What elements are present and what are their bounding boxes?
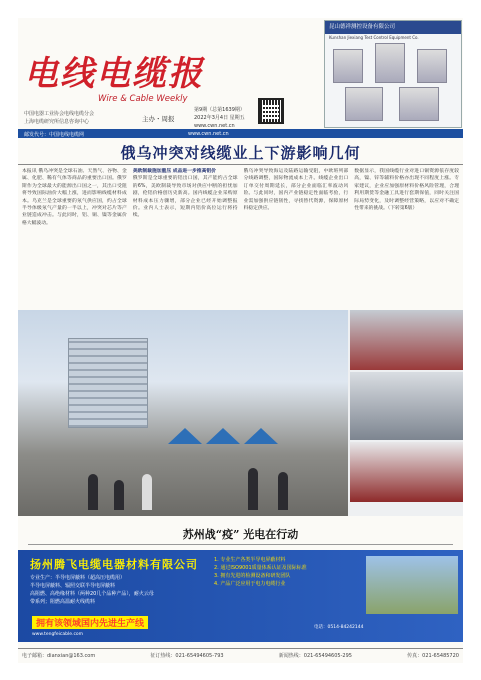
product-image bbox=[417, 49, 447, 83]
footer-email[interactable]: 电子邮箱：dianxian@163.com bbox=[22, 653, 96, 659]
article-column bbox=[354, 168, 459, 308]
product-image bbox=[375, 43, 405, 83]
info-bar bbox=[18, 129, 463, 138]
bottom-ad-slogan: 拥有该领域国内先进生产线 bbox=[32, 616, 148, 629]
column-subheading: 美欧制裁施加重压 成品进一步推高铝价 bbox=[132, 169, 216, 174]
photo-caption: 苏州战“疫” 光电在行动 bbox=[182, 528, 299, 541]
publisher-line: 上海电缆研究所信息咨询中心 bbox=[24, 119, 90, 125]
factory-image bbox=[366, 556, 458, 614]
person-figure bbox=[278, 472, 288, 510]
footer-subscription-phone: 征订热线：021-65494605-793 bbox=[150, 653, 224, 659]
column-text: 俄乌冲突导致海运及陆路运输受阻，中欧班列部分线路调整，国际物流成本上升。线缆企业出口订单交付周期延长，部分企业面临汇率波动风险。与此同时，国内产业链稳定性面临考验，行业需加强供应链韧性，寻找替代资源，保障原材料稳定供应。 bbox=[243, 169, 349, 212]
qr-code-icon bbox=[258, 98, 284, 124]
column-text: 俄罗斯是全球重要的铝出口国，其产能约占全球的6%，美欧制裁导致市场对供应中断的担忧加剧，伦铝价格创历史新高。国内线缆企业采购原材料成本压力骤增，部分企业已经开始调整报价。业内人士表示，短期内铝价高位运行将持续。 bbox=[132, 176, 238, 219]
top-ad-company: 昆山德祥测控设备有限公司 bbox=[325, 21, 461, 34]
sponsor-label: 主办・周报 bbox=[142, 115, 175, 123]
photo-team-banner bbox=[350, 310, 463, 370]
issue-line: 2022年3月4日 星期五 bbox=[194, 115, 245, 121]
masthead-title-en: Wire & Cable Weekly bbox=[98, 94, 188, 104]
info-bar-right: www.cwn.net.cn bbox=[188, 131, 229, 137]
issue-line: 第9期（总第1639期） bbox=[194, 107, 245, 113]
product-line: 专业生产：半导电屏蔽料（超高压电缆用） bbox=[30, 575, 126, 581]
product-image bbox=[333, 49, 363, 83]
building-image bbox=[68, 338, 148, 428]
person-figure bbox=[88, 474, 98, 510]
column-text: 数据显示，我国线缆行业对进口铜资源依存度较高，镍、锌等辅料价格亦出现不同程度上涨。专家建议，企业应加强原材料价格风险管理，合理利用期货等金融工具进行套期保值，同时关注国际局势变化，及时调整经营策略，以应对不确定性带来的挑战。（下转第6版） bbox=[354, 169, 459, 212]
product-line: 带系列；阻燃高温耐火线缆料 bbox=[30, 599, 96, 605]
bottom-ad-url[interactable]: www.tengfeicable.com bbox=[32, 632, 84, 637]
headline: 俄乌冲突对线缆业上下游影响几何 bbox=[120, 144, 361, 162]
footer-news-phone: 新闻热线：021-65494605-295 bbox=[278, 653, 352, 659]
article-column bbox=[22, 168, 127, 308]
footer-fax: 传真：021-65485720 bbox=[407, 653, 459, 659]
website[interactable]: www.cwn.net.cn bbox=[194, 123, 235, 129]
product-line: 高阻燃、高绝缘材料（两种20几个品种产品），耐火云母 bbox=[30, 591, 154, 597]
feature-line: 1. 专业生产各类半导电屏蔽材料 bbox=[214, 557, 286, 563]
feature-line: 4. 产品广泛应用于电力电缆行业 bbox=[214, 581, 286, 587]
tent-image bbox=[206, 428, 240, 444]
divider bbox=[28, 544, 453, 545]
info-bar-left: 邮发代号：中国电线电缆网 bbox=[24, 132, 85, 138]
bottom-ad[interactable] bbox=[18, 550, 463, 642]
photo-collage bbox=[18, 310, 463, 516]
product-image bbox=[345, 87, 383, 121]
top-ad-company-en: Kunshan Jiexiang Test Control Equipment Co. bbox=[329, 35, 419, 40]
person-figure bbox=[142, 474, 152, 510]
feature-line: 3. 拥有先进的检测设备和研发团队 bbox=[214, 573, 291, 579]
tent-image bbox=[244, 428, 278, 444]
feature-line: 2. 通过ISO9001质量体系认证及国际标准 bbox=[214, 565, 307, 571]
article-column bbox=[244, 168, 349, 308]
publisher-line: 中国电器工业协会电线电缆分会 bbox=[24, 111, 95, 117]
photo-group bbox=[350, 442, 463, 502]
tent-image bbox=[168, 428, 202, 444]
article-column bbox=[133, 168, 238, 308]
main-photo bbox=[18, 310, 348, 516]
photo-testing-site bbox=[350, 372, 463, 440]
masthead-title: 电线电缆报 bbox=[24, 54, 204, 94]
bottom-ad-products bbox=[30, 574, 205, 606]
issue-info bbox=[194, 106, 245, 130]
column-text: 本报讯 俄乌冲突是全球石油、天然气、谷物、金属、化肥、稀有气体等商品的重要出口国。俄罗斯作为全球最大的能源出口国之一，其出口受阻将导致国际油价大幅上涨，进而影响线缆材料成本。乌克兰是全球重要的氖气供应国，约占全球半导体级氖气产量的一半以上，冲突对芯片等产业链造成冲击。与此同时，铝、铜、镍等金属价格大幅波动。 bbox=[22, 169, 127, 226]
person-figure bbox=[248, 468, 258, 510]
divider bbox=[18, 164, 463, 165]
article-columns bbox=[18, 168, 463, 308]
newspaper-page bbox=[18, 18, 463, 663]
publisher-info bbox=[24, 110, 94, 126]
bottom-ad-features bbox=[214, 556, 364, 588]
bottom-ad-phone: 电话：0514-84242144 bbox=[314, 625, 364, 630]
top-ad[interactable] bbox=[324, 20, 462, 128]
product-image bbox=[399, 87, 439, 121]
person-figure bbox=[114, 480, 124, 510]
product-line: 半导电屏蔽料、辐照交联半导电屏蔽料 bbox=[30, 583, 116, 589]
masthead bbox=[18, 18, 463, 136]
bottom-ad-title: 扬州腾飞电缆电器材料有限公司 bbox=[30, 558, 198, 571]
footer bbox=[18, 648, 463, 660]
